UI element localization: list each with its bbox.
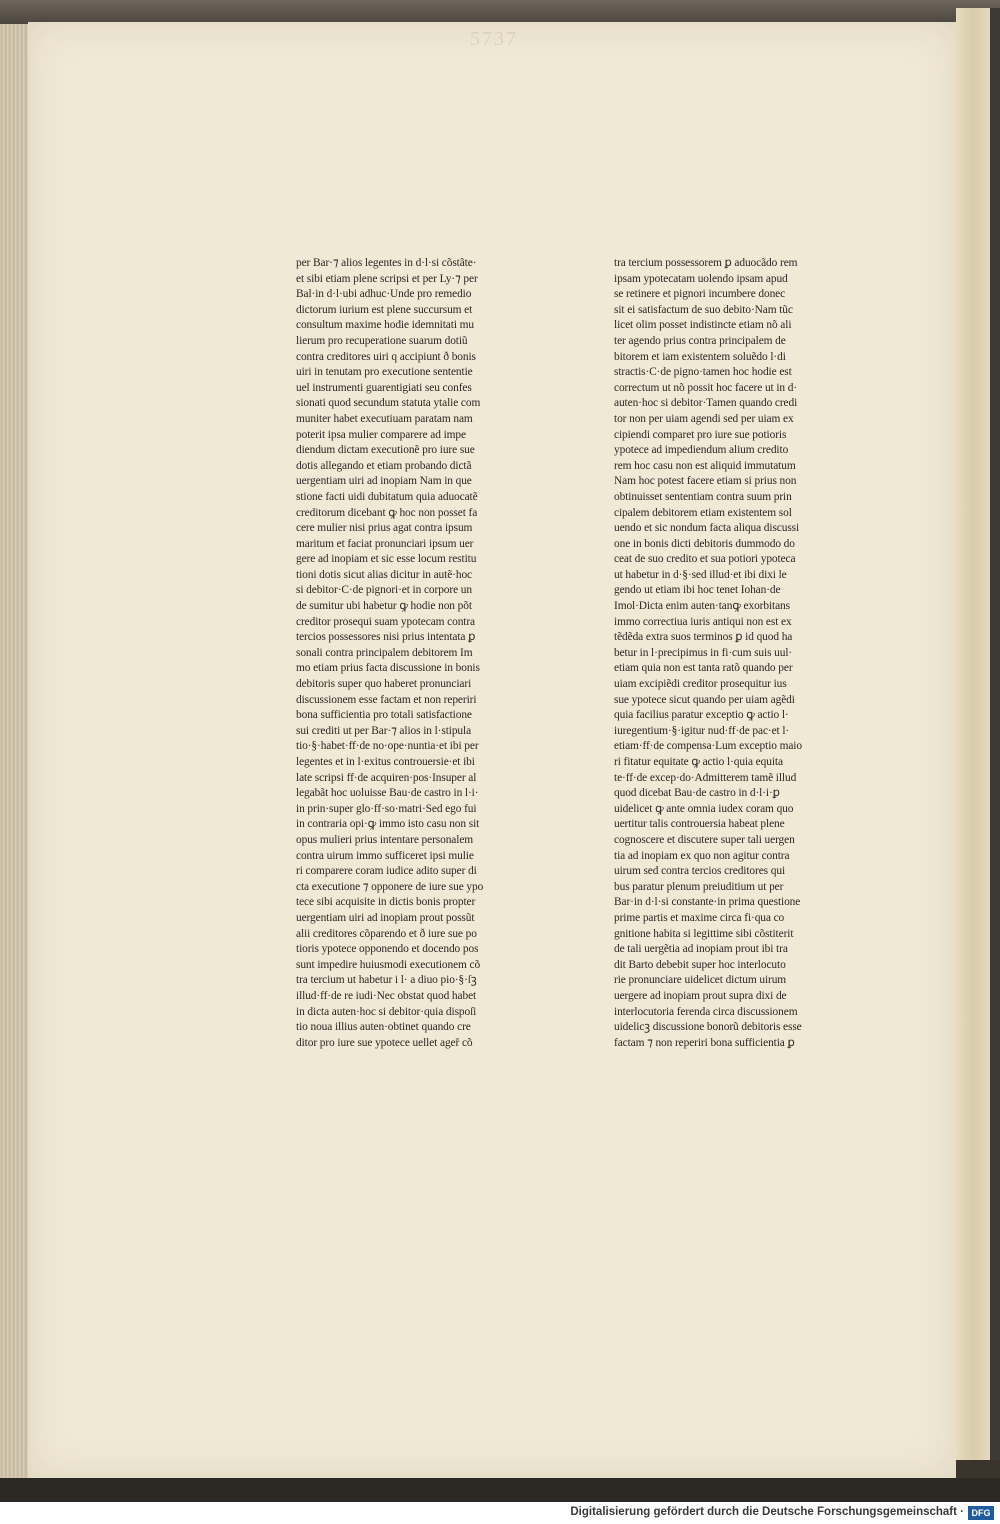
text-line: tioris ypotece opponendo et docendo pos (296, 943, 479, 956)
text-line: ypotece ad impediendum alium credito (614, 444, 789, 457)
text-line: bona sufficientia pro totali satisfactione (296, 709, 472, 722)
text-line: tio·§·habet·ff·de no·ope·nuntia·et ibi per (296, 740, 479, 753)
text-line: one in bonis dicti debitoris dummodo do (614, 537, 795, 550)
text-line: bus paratur plenum preiuditium ut per (614, 880, 784, 893)
text-line: te·ff·de excep·do·Admitterem tamẽ illud (614, 771, 797, 784)
text-line: creditor prosequi suam ypotecam contra (296, 615, 476, 628)
text-line: Bal·in d·l·ubi adhuc·Unde pro remedio (296, 288, 472, 301)
text-line: ipsam ypotecatam uolendo ipsam apud (614, 272, 788, 285)
text-line: lierum pro recuperatione suarum dotiũ (296, 334, 468, 347)
text-line: opus mulieri prius intentare personalem (296, 833, 474, 846)
text-line: factam ⁊ non reperiri bona sufficientia ꝑ (614, 1036, 795, 1049)
scanner-frame (990, 8, 1000, 1460)
text-line: legabãt hoc uoluisse Bau·de castro in l·i· (296, 787, 479, 800)
text-line: tercios possessores nisi prius intentata ꝑ (296, 631, 476, 644)
text-line: uidelicet ꝙ ante omnia iudex coram quo (614, 802, 794, 815)
text-line: sue ypotece sicut quando per uiam agẽdi (614, 693, 795, 706)
text-line: Nam hoc potest facere etiam si prius non (614, 475, 797, 488)
text-line: sionati quod secundum statuta ytalie com (296, 397, 481, 410)
text-line: uel instrumenti guarentigiati seu confes (296, 381, 472, 394)
text-line: uiri in tenutam pro executione sententie (296, 366, 473, 379)
text-line: interlocutoria ferenda circa discussionem (614, 1005, 798, 1018)
text-line: uertitur talis controuersia habeat plene (614, 818, 785, 831)
text-line: uergentiam uiri ad inopiam Nam in que (296, 475, 472, 488)
text-line: sit ei satisfactum de suo debito·Nam tũc (614, 303, 793, 316)
text-line: auten·hoc si debitor·Tamen quando credi (614, 397, 798, 410)
text-line: debitoris super quo haberet pronunciari (296, 678, 472, 691)
text-line: mo etiam prius facta discussione in bonis (296, 662, 480, 675)
text-line: prime partis et maxime circa fi·qua co (614, 911, 785, 924)
text-line: legentes et in l·exitus controuersie·et ibi (296, 756, 475, 768)
text-line: uergere ad inopiam prout supra dixi de (614, 989, 787, 1002)
text-line: de sumitur ubi habetur ꝙ hodie non põt (296, 600, 472, 613)
text-line: tioni dotis sicut alias dicitur in autẽ·hoc (296, 568, 473, 581)
dfg-logo: DFG (968, 1506, 994, 1520)
text-line: gnitione habita si legittime sibi cõstiterit (614, 927, 794, 940)
text-line: in prin·super glo·ff·so·matri·Sed ego fui (296, 802, 477, 815)
text-line: per Bar·⁊ alios legentes in d·l·si cõstãte· (296, 257, 477, 269)
text-line: consultum maxime hodie idemnitati mu (296, 319, 474, 332)
text-line: uergentiam uiri ad inopiam prout possũt (296, 911, 475, 924)
text-line: creditorum dicebant ꝙ hoc non posset fa (296, 506, 478, 519)
text-line: cognoscere et discutere super tali uergen (614, 833, 795, 846)
text-line: in dicta auten·hoc si debitor·quia dispoſi (296, 1005, 477, 1018)
text-line: gere ad inopiam et sic esse locum restitu (296, 553, 477, 566)
text-line: immo correctiua iuris antiqui non est ex (614, 615, 792, 628)
text-line: tra tercium ut habetur i l· a diuo pio·§·ſꝫ (296, 974, 477, 987)
text-line: muniter habet executiuam paratam nam (296, 412, 473, 425)
text-line: tia ad inopiam ex quo non agitur contra (614, 849, 790, 862)
text-line: cta executione ⁊ opponere de iure sue ypo (296, 880, 484, 893)
text-line: stractis·C·de pigno·tamen hoc hodie est (614, 366, 792, 379)
text-line: se retinere et pignori incumbere donec (614, 288, 786, 301)
text-line: et sibi etiam plene scripsi et per Ly·⁊ per (296, 272, 478, 285)
book-top-edge (0, 0, 1000, 24)
text-line: si debitor·C·de pignori·et in corpore un (296, 584, 472, 597)
text-line: alii creditores cõparendo et ð iure sue po (296, 927, 477, 940)
text-column-right (614, 256, 826, 1051)
text-line: uirum sed contra tercios creditores qui (614, 865, 786, 878)
text-line: uiam excipiẽdi creditor prosequitur ius (614, 678, 787, 691)
text-line: cere mulier nisi prius agat contra ipsum (296, 522, 473, 535)
library-stamp: 5737 (470, 28, 518, 50)
text-line: rie pronunciare uidelicet dictum uirum (614, 974, 787, 987)
text-line: ditor pro iure sue ypotece uellet ageř cõ (296, 1036, 473, 1049)
text-line: ri comparere coram iudice adito super di (296, 865, 477, 878)
text-column-left (296, 256, 508, 1051)
text-line: quia facilius paratur exceptio ꝙ actio l· (614, 709, 789, 722)
text-line: in contraria opi·ꝙ immo isto casu non sit (296, 818, 480, 831)
text-line: uendo et sic nondum facta aliqua discussi (614, 522, 800, 535)
text-line: tra tercium possessorem ꝑ aduocãdo rem (614, 257, 798, 269)
text-line: betur in l·precipimus in fi·cum suis uul· (614, 646, 793, 659)
text-line: licet olim posset indistincte etiam nõ ali (614, 319, 792, 332)
text-line: dictorum iurium est plene succursum et (296, 303, 473, 316)
text-line: rem hoc casu non est aliquid immutatum (614, 459, 796, 472)
text-line: Imol·Dicta enim auten·tanꝙ exorbitans (614, 600, 790, 613)
text-line: ut habetur in d·§·sed illud·et ibi dixi le (614, 568, 787, 581)
text-line: ri fitatur equitate ꝙ actio l·quia equita (614, 756, 783, 768)
text-line: illud·ff·de re iudi·Nec obstat quod habet (296, 989, 477, 1002)
text-line: obtinuisset sententiam contra suum prin (614, 490, 792, 503)
text-line: bitorem et iam existentem soluẽdo l·di (614, 350, 786, 363)
text-line: ceat de suo credito et sua potiori ypoteca (614, 553, 796, 566)
text-line: contra creditores uiri q accipiunt ð bonis (296, 350, 476, 363)
text-line: contra uirum immo sufficeret ipsi mulie (296, 849, 474, 862)
text-line: sonali contra principalem debitorem Im (296, 646, 473, 659)
text-line: maritum et faciat pronunciari ipsum uer (296, 537, 474, 550)
text-line: poterit ipsa mulier comparere ad impe (296, 428, 466, 441)
text-line: tio noua illius auten·obtinet quando cre (296, 1021, 471, 1034)
text-line: etiam quia non est tanta ratõ quando per (614, 662, 793, 675)
text-line: cipalem debitorem etiam existentem sol (614, 506, 792, 519)
text-line: tor non per uiam agendi sed per uiam ex (614, 412, 794, 425)
text-line: diendum dictam executionẽ pro iure sue (296, 444, 475, 457)
text-line: sui crediti ut per Bar·⁊ alios in l·stipula (296, 724, 472, 737)
text-line: tece sibi acquisite in dictis bonis propter (296, 896, 476, 909)
text-line: etiam·ff·de compensa·Lum exceptio maio (614, 740, 802, 753)
text-line: tẽdẽda extra suos terminos ꝑ id quod ha (614, 631, 793, 644)
text-line: Bar·in d·l·si constante·in prima questione (614, 896, 801, 909)
text-line: gendo ut etiam ibi hoc tenet Iohan·de (614, 584, 781, 597)
text-line: cipiendi comparet pro iure sue potioris (614, 428, 787, 441)
footer-credit: Digitalisierung gefördert durch die Deutsche Forschungsgemeinschaft · (570, 1506, 964, 1518)
left-page-stack (0, 24, 30, 1502)
text-line: de tali uergẽtia ad inopiam prout ibi tra (614, 943, 788, 956)
text-line: iuregentium·§·igitur nud·ff·de pac·et l· (614, 724, 790, 737)
text-line: sunt impedire huiusmodi executionem cõ (296, 958, 481, 971)
text-line: uidelicꝫ discussione bonorũ debitoris esse (614, 1021, 802, 1034)
text-line: ter agendo prius contra principalem de (614, 334, 786, 347)
text-line: quod dicebat Bau·de castro in d·l·i·ꝑ (614, 787, 780, 800)
text-line: late scripsi ff·de acquiren·pos·Insuper al (296, 771, 477, 784)
text-line: dotis allegando et etiam probando dictã (296, 459, 472, 472)
text-line: correctum ut nõ possit hoc facere ut in d· (614, 381, 798, 394)
text-line: stione facti uidi dubitatum quia aduocatẽ (296, 490, 478, 503)
text-line: dit Barto debebit super hoc interlocuto (614, 958, 786, 971)
text-line: discussionem esse factam et non reperiri (296, 693, 477, 706)
footer-bar (0, 1502, 1000, 1524)
scanner-bottom-band (0, 1478, 1000, 1502)
